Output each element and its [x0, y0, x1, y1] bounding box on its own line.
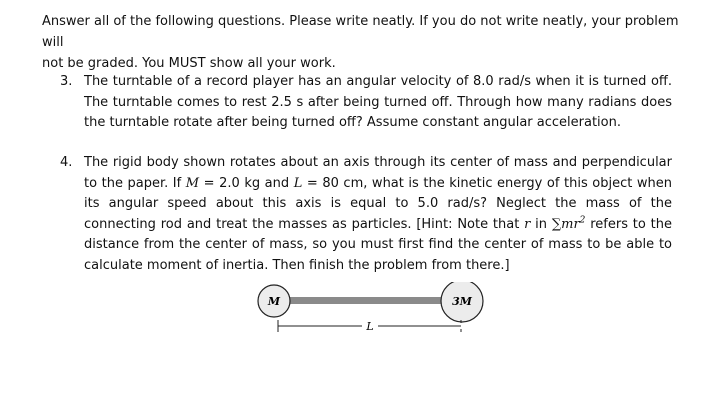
question-3 — [60, 72, 672, 134]
q4-exponent: 2 — [579, 215, 586, 226]
connecting-rod — [274, 297, 442, 304]
mass-m-label: M — [267, 295, 281, 308]
q4-text-part-3: = 80 cm, what is the kinetic energy of this object when its angular speed about this axis is equal to 5.0 rad/s? Neglect the mass of the connecting rod and treat the masses as particles. [Hint: Note that — [84, 175, 672, 232]
question-4-number: 4. — [60, 155, 73, 170]
q4-var-r: r — [524, 216, 531, 232]
q4-var-L: L — [293, 175, 303, 191]
q4-sum-symbol: ∑ — [551, 216, 562, 232]
instructions — [42, 11, 682, 74]
question-4 — [60, 153, 672, 276]
q4-text-part-5: refers to the distance from the center of mass, so you must first find the center of mass to be able to calculate moment of inertia. Then finish the problem from there.] — [84, 216, 672, 273]
rigid-body-diagram — [240, 282, 500, 352]
q4-text-part-4: in — [530, 216, 552, 232]
question-3-text: The turntable of a record player has an angular velocity of 8.0 rad/s when it is turned off. The turntable comes to rest 2.5 s after being turned off. Through how many radians does the turntable rotate after being turned off? Assume constant angular acceleration. — [84, 74, 672, 130]
q4-text-part-1: The rigid body shown rotates about an axis through its center of mass and perpendicular to the paper. If — [84, 155, 672, 191]
instructions-line-1: Answer all of the following questions. Please write neatly. If you do not write neatly, your problem will — [42, 14, 679, 50]
length-label: L — [366, 320, 374, 333]
q4-var-M: M — [185, 175, 200, 191]
q4-mr: mr — [561, 216, 580, 232]
question-3-number: 3. — [60, 74, 73, 89]
q4-text-part-2: = 2.0 kg and — [199, 175, 294, 191]
mass-3m-label: 3M — [452, 295, 472, 308]
instructions-line-2: not be graded. You MUST show all your work. — [42, 56, 336, 71]
rigid-body-figure — [240, 282, 500, 352]
question-4-text — [84, 153, 672, 276]
